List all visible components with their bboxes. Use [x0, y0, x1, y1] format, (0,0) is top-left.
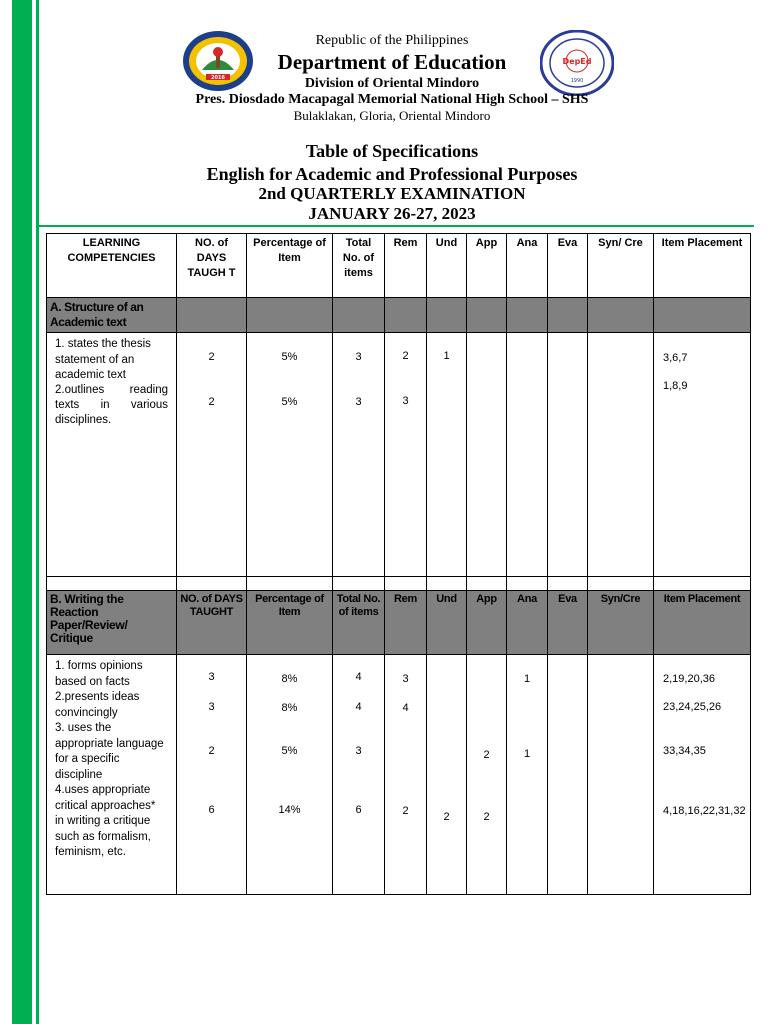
- green-border-bar: [12, 0, 32, 1024]
- section-a-competency-2-line2: texts in various: [55, 399, 168, 411]
- col-rem: Rem: [385, 234, 427, 298]
- exam-date: JANUARY 26-27, 2023: [308, 204, 476, 223]
- b-row1-placement: 2,19,20,36: [663, 673, 715, 685]
- col-ana: Ana: [507, 234, 548, 298]
- b-row4-percentage: 14%: [278, 804, 301, 816]
- b-competency-line: feminism, etc.: [55, 846, 126, 858]
- section-b-body-row: [47, 655, 751, 895]
- spacer-row: [47, 577, 751, 591]
- division-text: Division of Oriental Mindoro: [304, 76, 480, 91]
- b-row4-total: 6: [355, 804, 362, 816]
- b-col-percentage: Percentage of Item: [247, 591, 333, 655]
- col-percentage: Percentage of Item: [247, 234, 333, 298]
- b-col-eva: Eva: [548, 591, 588, 655]
- school-name: Pres. Diosdado Macapagal Memorial National High School – SHS: [195, 92, 589, 107]
- a-row1-placement: 3,6,7: [663, 352, 688, 364]
- b-competency-line: such as formalism,: [55, 830, 151, 843]
- col-und: Und: [427, 234, 467, 298]
- svg-text:DepEd: DepEd: [562, 57, 592, 66]
- col-syn-cre: Syn/ Cre: [588, 234, 654, 298]
- table-header-row: [47, 234, 751, 298]
- republic-text: Republic of the Philippines: [315, 33, 469, 48]
- b-competency-line: critical approaches*: [55, 799, 156, 812]
- a-row1-und: 1: [443, 350, 450, 362]
- col-total-items: Total No. of items: [333, 234, 385, 298]
- svg-text:1990: 1990: [570, 78, 584, 84]
- b-row1-ana: 1: [523, 673, 531, 685]
- b-competency-line: for a specific: [55, 753, 120, 765]
- b-row1-percentage: 8%: [281, 673, 298, 685]
- b-competency-line: 1. forms opinions: [55, 660, 143, 672]
- b-row3-percentage: 5%: [281, 745, 298, 757]
- a-row1-rem: 2: [402, 350, 409, 362]
- b-row2-days: 3: [208, 701, 215, 713]
- b-row4-app: 2: [483, 811, 490, 823]
- section-b-label: B. Writing the Reaction Paper/Review/ Critique: [47, 591, 177, 655]
- section-a-competency-1: 1. states the thesis statement of an academic text: [55, 338, 151, 381]
- col-learning-competencies: LEARNING COMPETENCIES: [47, 234, 177, 298]
- b-col-app: App: [467, 591, 507, 655]
- subject-title: English for Academic and Professional Purposes: [206, 164, 578, 184]
- section-a-competency-2-line3: disciplines.: [55, 414, 112, 426]
- section-a-competency-2-line1: 2.outlines reading: [55, 384, 168, 396]
- b-row4-und: 2: [443, 811, 450, 823]
- b-col-rem: Rem: [385, 591, 427, 655]
- a-row2-placement: 1,8,9: [663, 380, 688, 392]
- b-col-syn-cre: Syn/Cre: [588, 591, 654, 655]
- b-competency-line: 3. uses the: [55, 722, 112, 734]
- document-title: Table of Specifications: [305, 141, 479, 161]
- b-row3-days: 2: [208, 745, 215, 757]
- b-row2-total: 4: [355, 701, 362, 713]
- department-title: Department of Education: [277, 50, 507, 74]
- section-a-header-row: [47, 298, 751, 333]
- col-eva: Eva: [548, 234, 588, 298]
- b-col-total: Total No. of items: [333, 591, 385, 655]
- a-row2-days: 2: [208, 396, 215, 408]
- header-divider: [36, 225, 754, 227]
- b-competency-line: discipline: [55, 768, 103, 781]
- specifications-table: [46, 233, 751, 895]
- b-competency-line: based on facts: [55, 675, 130, 688]
- a-row2-rem: 3: [402, 395, 409, 407]
- b-competency-line: appropriate language: [55, 737, 164, 750]
- section-b-header-row: [47, 591, 751, 655]
- svg-text:2016: 2016: [211, 75, 225, 81]
- b-row1-total: 4: [355, 671, 362, 683]
- b-competency-line: 2.presents ideas: [55, 691, 140, 703]
- col-app: App: [467, 234, 507, 298]
- b-row4-days: 6: [208, 804, 215, 816]
- a-row1-total: 3: [355, 351, 362, 363]
- b-col-placement: Item Placement: [654, 591, 751, 655]
- b-competency-line: convincingly: [55, 706, 118, 719]
- b-row1-rem: 3: [402, 673, 409, 685]
- b-row4-rem: 2: [402, 805, 409, 817]
- b-col-und: Und: [427, 591, 467, 655]
- b-row2-placement: 23,24,25,26: [663, 701, 722, 713]
- b-row2-rem: 4: [402, 702, 409, 714]
- b-row1-days: 3: [208, 671, 215, 683]
- b-col-ana: Ana: [507, 591, 548, 655]
- b-col-days: NO. of DAYS TAUGHT: [177, 591, 247, 655]
- b-row3-app: 2: [483, 749, 490, 761]
- b-row2-percentage: 8%: [281, 702, 298, 714]
- school-location: Bulaklakan, Gloria, Oriental Mindoro: [293, 108, 491, 123]
- b-row3-ana: 1: [523, 748, 531, 760]
- a-row1-percentage: 5%: [281, 351, 298, 363]
- b-row4-placement: 4,18,16,22,31,32: [663, 805, 746, 817]
- a-row2-total: 3: [355, 396, 362, 408]
- section-a-label: A. Structure of an Academic text: [47, 298, 177, 333]
- a-row1-days: 2: [208, 351, 215, 363]
- b-competency-line: in writing a critique: [55, 815, 151, 827]
- exam-title: 2nd QUARTERLY EXAMINATION: [258, 184, 526, 203]
- col-days-taught: NO. of DAYS TAUGH T: [177, 234, 247, 298]
- a-row2-percentage: 5%: [281, 396, 298, 408]
- green-border-line: [36, 0, 39, 1024]
- col-item-placement: Item Placement: [654, 234, 751, 298]
- b-competency-line: 4.uses appropriate: [55, 784, 151, 796]
- b-row3-total: 3: [355, 745, 362, 757]
- b-row3-placement: 33,34,35: [663, 745, 706, 757]
- section-a-body-row: [47, 333, 751, 577]
